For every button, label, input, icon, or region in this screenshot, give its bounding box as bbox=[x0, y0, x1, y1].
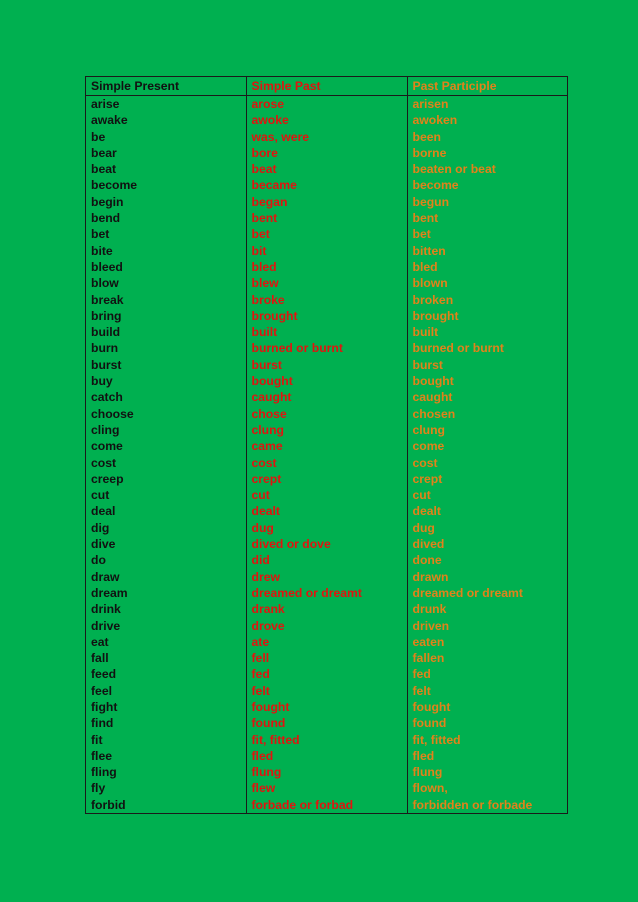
cell-past-participle: flung bbox=[407, 764, 567, 780]
cell-simple-present: eat bbox=[91, 634, 109, 649]
cell-simple-past: flung bbox=[246, 764, 407, 780]
cell-past-participle: dreamed or dreamt bbox=[407, 585, 567, 601]
cell-simple-past: arose bbox=[246, 96, 407, 113]
table-row bbox=[86, 536, 567, 552]
cell-past-participle: bent bbox=[407, 210, 567, 226]
cell-simple-past: awoke bbox=[246, 112, 407, 128]
cell-past-participle: flown, bbox=[407, 780, 567, 796]
cell-simple-present: bear bbox=[91, 145, 117, 160]
cell-simple-present: bring bbox=[91, 308, 122, 323]
table-row bbox=[86, 308, 567, 324]
cell-simple-past: dealt bbox=[246, 503, 407, 519]
table-row bbox=[86, 455, 567, 471]
cell-simple-present: arise bbox=[91, 97, 120, 111]
cell-simple-present: drive bbox=[91, 618, 121, 633]
cell-simple-present: bet bbox=[91, 227, 110, 242]
table-row bbox=[86, 585, 567, 601]
cell-past-participle: beaten or beat bbox=[407, 161, 567, 177]
cell-past-participle: bet bbox=[407, 226, 567, 242]
cell-past-participle: dived bbox=[407, 536, 567, 552]
cell-simple-past: fled bbox=[246, 748, 407, 764]
cell-simple-present: come bbox=[91, 439, 123, 454]
cell-past-participle: burned or burnt bbox=[407, 340, 567, 356]
cell-simple-past: broke bbox=[246, 292, 407, 308]
cell-past-participle: come bbox=[407, 438, 567, 454]
cell-simple-past: ate bbox=[246, 634, 407, 650]
cell-simple-present: blow bbox=[91, 276, 119, 291]
cell-simple-past: chose bbox=[246, 406, 407, 422]
cell-past-participle: eaten bbox=[407, 634, 567, 650]
cell-simple-past: felt bbox=[246, 683, 407, 699]
cell-simple-past: built bbox=[246, 324, 407, 340]
cell-past-participle: drunk bbox=[407, 601, 567, 617]
header-simple-past: Simple Past bbox=[246, 77, 407, 96]
cell-simple-past: clung bbox=[246, 422, 407, 438]
irregular-verbs-table bbox=[86, 77, 567, 813]
cell-past-participle: fed bbox=[407, 666, 567, 682]
cell-simple-present: choose bbox=[91, 406, 134, 421]
cell-simple-past: beat bbox=[246, 161, 407, 177]
table-row bbox=[86, 177, 567, 193]
table-row bbox=[86, 422, 567, 438]
cell-past-participle: begun bbox=[407, 194, 567, 210]
irregular-verbs-table-container bbox=[85, 76, 568, 814]
cell-past-participle: crept bbox=[407, 471, 567, 487]
cell-simple-past: bought bbox=[246, 373, 407, 389]
table-row bbox=[86, 732, 567, 748]
table-row bbox=[86, 243, 567, 259]
cell-simple-past: drank bbox=[246, 601, 407, 617]
table-row bbox=[86, 129, 567, 145]
cell-simple-present: draw bbox=[91, 569, 120, 584]
cell-simple-past: dived or dove bbox=[246, 536, 407, 552]
table-header-row bbox=[86, 77, 567, 96]
cell-past-participle: chosen bbox=[407, 406, 567, 422]
cell-simple-past: dug bbox=[246, 520, 407, 536]
cell-past-participle: arisen bbox=[407, 96, 567, 113]
cell-past-participle: fled bbox=[407, 748, 567, 764]
cell-past-participle: broken bbox=[407, 292, 567, 308]
cell-past-participle: awoken bbox=[407, 112, 567, 128]
cell-past-participle: fought bbox=[407, 699, 567, 715]
table-row bbox=[86, 292, 567, 308]
table-row bbox=[86, 389, 567, 405]
table-row bbox=[86, 210, 567, 226]
cell-simple-past: forbade or forbad bbox=[246, 797, 407, 813]
table-row bbox=[86, 438, 567, 454]
table-row bbox=[86, 259, 567, 275]
cell-simple-past: crept bbox=[246, 471, 407, 487]
cell-simple-present: fight bbox=[91, 699, 118, 714]
table-row bbox=[86, 683, 567, 699]
cell-past-participle: bitten bbox=[407, 243, 567, 259]
table-row bbox=[86, 406, 567, 422]
table-row bbox=[86, 666, 567, 682]
cell-past-participle: fit, fitted bbox=[407, 732, 567, 748]
cell-simple-present: do bbox=[91, 553, 106, 568]
cell-past-participle: felt bbox=[407, 683, 567, 699]
cell-simple-present: beat bbox=[91, 162, 117, 177]
cell-simple-past: blew bbox=[246, 275, 407, 291]
table-row bbox=[86, 275, 567, 291]
cell-simple-present: cling bbox=[91, 422, 120, 437]
cell-simple-present: fling bbox=[91, 765, 117, 780]
table-row bbox=[86, 748, 567, 764]
table-row bbox=[86, 715, 567, 731]
cell-past-participle: blown bbox=[407, 275, 567, 291]
cell-simple-present: fit bbox=[91, 732, 103, 747]
cell-simple-present: burn bbox=[91, 341, 119, 356]
header-simple-present: Simple Present bbox=[86, 77, 246, 96]
table-row bbox=[86, 324, 567, 340]
cell-simple-past: burned or burnt bbox=[246, 340, 407, 356]
cell-past-participle: cost bbox=[407, 455, 567, 471]
cell-past-participle: bought bbox=[407, 373, 567, 389]
cell-simple-present: fly bbox=[91, 781, 106, 796]
cell-simple-present: be bbox=[91, 129, 106, 144]
table-row bbox=[86, 226, 567, 242]
cell-past-participle: found bbox=[407, 715, 567, 731]
cell-simple-past: fit, fitted bbox=[246, 732, 407, 748]
cell-simple-present: bite bbox=[91, 243, 113, 258]
cell-simple-past: burst bbox=[246, 357, 407, 373]
cell-simple-present: cut bbox=[91, 488, 110, 503]
cell-simple-past: fought bbox=[246, 699, 407, 715]
cell-simple-past: fell bbox=[246, 650, 407, 666]
cell-past-participle: clung bbox=[407, 422, 567, 438]
cell-simple-present: dig bbox=[91, 520, 110, 535]
cell-past-participle: dug bbox=[407, 520, 567, 536]
cell-simple-past: bore bbox=[246, 145, 407, 161]
cell-simple-past: bled bbox=[246, 259, 407, 275]
cell-simple-present: flee bbox=[91, 748, 113, 763]
cell-simple-past: bet bbox=[246, 226, 407, 242]
cell-past-participle: brought bbox=[407, 308, 567, 324]
cell-simple-present: build bbox=[91, 325, 121, 340]
cell-simple-present: bleed bbox=[91, 259, 123, 274]
cell-past-participle: bled bbox=[407, 259, 567, 275]
table-row bbox=[86, 699, 567, 715]
table-row bbox=[86, 471, 567, 487]
cell-simple-past: drew bbox=[246, 569, 407, 585]
cell-past-participle: done bbox=[407, 552, 567, 568]
cell-simple-present: forbid bbox=[91, 797, 126, 812]
cell-simple-past: became bbox=[246, 177, 407, 193]
table-row bbox=[86, 634, 567, 650]
cell-simple-past: dreamed or dreamt bbox=[246, 585, 407, 601]
table-row bbox=[86, 145, 567, 161]
cell-simple-present: buy bbox=[91, 374, 113, 389]
table-row bbox=[86, 340, 567, 356]
table-row bbox=[86, 112, 567, 128]
cell-simple-past: bit bbox=[246, 243, 407, 259]
cell-simple-past: fed bbox=[246, 666, 407, 682]
cell-simple-past: did bbox=[246, 552, 407, 568]
cell-past-participle: built bbox=[407, 324, 567, 340]
table-row bbox=[86, 552, 567, 568]
table-row bbox=[86, 650, 567, 666]
table-row bbox=[86, 764, 567, 780]
cell-simple-past: cost bbox=[246, 455, 407, 471]
header-past-participle: Past Participle bbox=[407, 77, 567, 96]
cell-past-participle: burst bbox=[407, 357, 567, 373]
cell-simple-past: brought bbox=[246, 308, 407, 324]
table-row bbox=[86, 373, 567, 389]
table-row bbox=[86, 569, 567, 585]
cell-simple-past: drove bbox=[246, 618, 407, 634]
table-row bbox=[86, 96, 567, 113]
table-row bbox=[86, 357, 567, 373]
table-row bbox=[86, 601, 567, 617]
cell-past-participle: cut bbox=[407, 487, 567, 503]
table-row bbox=[86, 487, 567, 503]
cell-past-participle: dealt bbox=[407, 503, 567, 519]
cell-simple-present: begin bbox=[91, 194, 124, 209]
cell-simple-present: burst bbox=[91, 357, 122, 372]
cell-past-participle: driven bbox=[407, 618, 567, 634]
cell-simple-past: flew bbox=[246, 780, 407, 796]
cell-simple-present: creep bbox=[91, 471, 124, 486]
cell-simple-present: awake bbox=[91, 113, 128, 128]
cell-past-participle: drawn bbox=[407, 569, 567, 585]
cell-simple-present: find bbox=[91, 716, 114, 731]
table-row bbox=[86, 161, 567, 177]
cell-simple-past: found bbox=[246, 715, 407, 731]
cell-simple-past: began bbox=[246, 194, 407, 210]
table-row bbox=[86, 194, 567, 210]
cell-simple-past: was, were bbox=[246, 129, 407, 145]
table-row bbox=[86, 780, 567, 796]
cell-simple-present: feel bbox=[91, 683, 113, 698]
cell-simple-present: cost bbox=[91, 455, 117, 470]
cell-past-participle: caught bbox=[407, 389, 567, 405]
table-row bbox=[86, 520, 567, 536]
cell-simple-past: cut bbox=[246, 487, 407, 503]
table-body bbox=[86, 96, 567, 814]
cell-simple-present: fall bbox=[91, 651, 109, 666]
cell-simple-past: came bbox=[246, 438, 407, 454]
cell-simple-present: break bbox=[91, 292, 124, 307]
cell-simple-present: feed bbox=[91, 667, 117, 682]
cell-simple-past: bent bbox=[246, 210, 407, 226]
cell-past-participle: borne bbox=[407, 145, 567, 161]
cell-past-participle: fallen bbox=[407, 650, 567, 666]
cell-simple-present: dive bbox=[91, 537, 116, 552]
table-row bbox=[86, 618, 567, 634]
cell-simple-past: caught bbox=[246, 389, 407, 405]
table-row bbox=[86, 503, 567, 519]
cell-simple-present: catch bbox=[91, 390, 123, 405]
cell-simple-present: deal bbox=[91, 504, 116, 519]
cell-past-participle: been bbox=[407, 129, 567, 145]
cell-past-participle: become bbox=[407, 177, 567, 193]
cell-simple-present: become bbox=[91, 178, 138, 193]
cell-past-participle: forbidden or forbade bbox=[407, 797, 567, 813]
cell-simple-present: drink bbox=[91, 602, 121, 617]
cell-simple-present: bend bbox=[91, 211, 121, 226]
table-row bbox=[86, 797, 567, 813]
cell-simple-present: dream bbox=[91, 585, 128, 600]
